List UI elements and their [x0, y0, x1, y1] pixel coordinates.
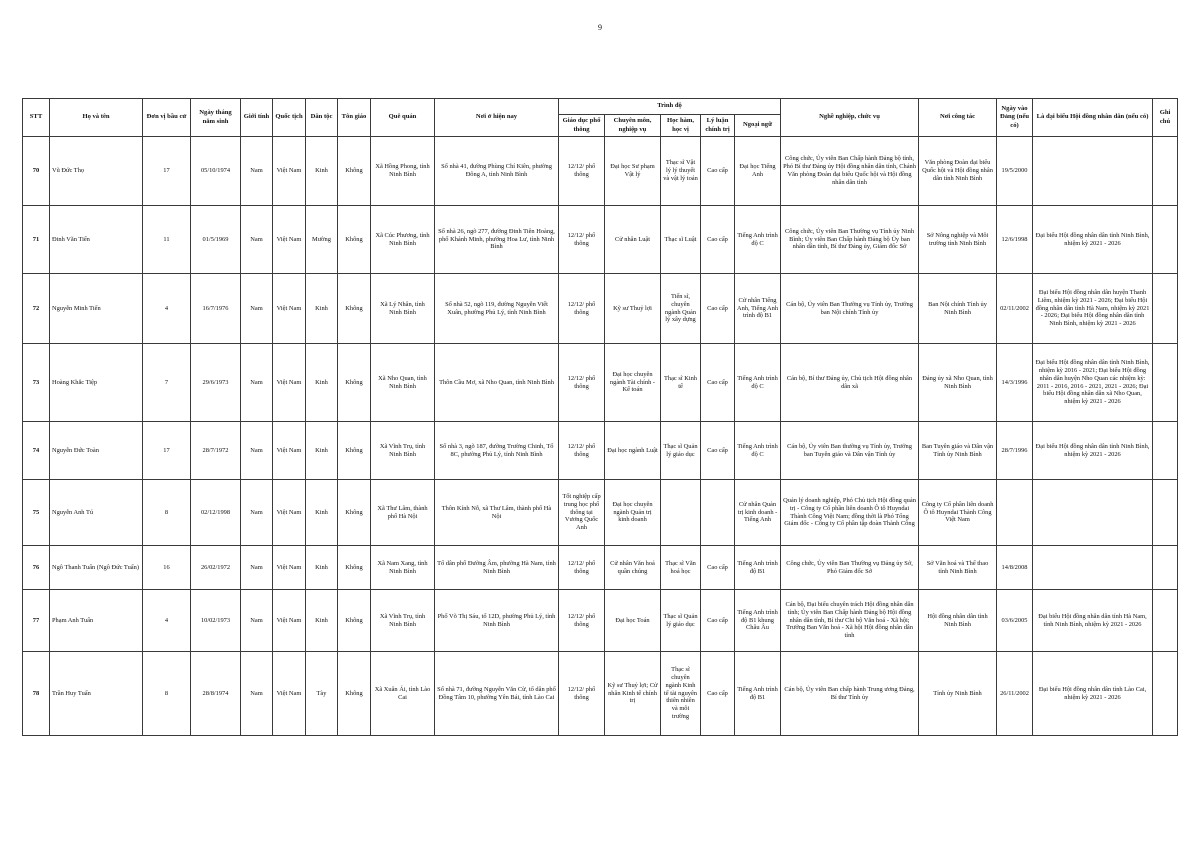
- cell-nationality: Việt Nam: [273, 652, 306, 736]
- cell-note: [1153, 652, 1178, 736]
- cell-delegate: Đại biểu Hội đồng nhân dân tỉnh Ninh Bình, nhiệm kỳ 2021 - 2026: [1033, 422, 1153, 480]
- cell-occupation: Cán bộ, Ủy viên Ban chấp hành Trung ương Đảng, Bí thư Tỉnh ủy: [781, 652, 919, 736]
- cell-hometown: Xã Hồng Phong, tỉnh Ninh Bình: [371, 137, 435, 206]
- cell-political: Cao cấp: [701, 274, 735, 344]
- cell-religion: Không: [338, 590, 371, 652]
- cell-ethnicity: Kinh: [306, 590, 338, 652]
- cell-gender: Nam: [241, 137, 273, 206]
- cell-dob: 29/6/1973: [191, 344, 241, 422]
- cell-nationality: Việt Nam: [273, 206, 306, 274]
- cell-degree: Tiến sĩ, chuyên ngành Quản lý xây dựng: [661, 274, 701, 344]
- cell-ethnicity: Tày: [306, 652, 338, 736]
- cell-gender: Nam: [241, 480, 273, 546]
- cell-occupation: Cán bộ, Ủy viên Ban Thường vụ Tỉnh ủy, Trưởng ban Nội chính Tỉnh ủy: [781, 274, 919, 344]
- cell-residence: Số nhà 41, đường Phùng Chí Kiên, phường Đông A, tỉnh Ninh Bình: [435, 137, 559, 206]
- cell-occupation: Công chức, Ủy viên Ban Thường vụ Đảng ủy Sở, Phó Giám đốc Sở: [781, 546, 919, 590]
- cell-hometown: Xã Nho Quan, tỉnh Ninh Bình: [371, 344, 435, 422]
- cell-ethnicity: Kinh: [306, 274, 338, 344]
- cell-degree: Thạc sĩ Vật lý lý thuyết và vật lý toán: [661, 137, 701, 206]
- cell-language: Cử nhân Quản trị kinh doanh - Tiếng Anh: [735, 480, 781, 546]
- cell-workplace: Văn phòng Đoàn đại biểu Quốc hội và Hội đồng nhân dân tỉnh Ninh Bình: [919, 137, 997, 206]
- table-row: [23, 652, 1178, 736]
- cell-delegate: [1033, 546, 1153, 590]
- cell-religion: Không: [338, 652, 371, 736]
- cell-religion: Không: [338, 546, 371, 590]
- cell-workplace: Ban Tuyên giáo và Dân vận Tỉnh ủy Ninh Bình: [919, 422, 997, 480]
- col-group-education: Trình độ: [559, 99, 781, 115]
- col-nationality: Quốc tịch: [273, 99, 306, 137]
- cell-language: Tiếng Anh trình độ B1: [735, 546, 781, 590]
- cell-political: Cao cấp: [701, 206, 735, 274]
- cell-party-date: 19/5/2000: [997, 137, 1033, 206]
- cell-dob: 10/02/1973: [191, 590, 241, 652]
- cell-general-edu: 12/12/ phổ thông: [559, 422, 605, 480]
- cell-unit: 8: [143, 480, 191, 546]
- col-note: Ghi chú: [1153, 99, 1178, 137]
- table-row: [23, 206, 1178, 274]
- page-number: 9: [598, 23, 602, 32]
- cell-workplace: Công ty Cổ phần liên doanh Ô tô Huyndai Thành Công Việt Nam: [919, 480, 997, 546]
- cell-stt: 71: [23, 206, 50, 274]
- cell-specialty: Kỹ sư Thuỷ lợi: [605, 274, 661, 344]
- cell-note: [1153, 137, 1178, 206]
- col-ethnicity: Dân tộc: [306, 99, 338, 137]
- cell-occupation: Cán bộ, Bí thư Đảng ủy, Chủ tịch Hội đồng nhân dân xã: [781, 344, 919, 422]
- cell-gender: Nam: [241, 546, 273, 590]
- cell-gender: Nam: [241, 590, 273, 652]
- cell-hometown: Xã Lý Nhân, tỉnh Ninh Bình: [371, 274, 435, 344]
- cell-nationality: Việt Nam: [273, 546, 306, 590]
- cell-unit: 8: [143, 652, 191, 736]
- cell-gender: Nam: [241, 344, 273, 422]
- cell-general-edu: 12/12/ phổ thông: [559, 206, 605, 274]
- cell-unit: 4: [143, 590, 191, 652]
- cell-hometown: Xã Vĩnh Trụ, tỉnh Ninh Bình: [371, 422, 435, 480]
- cell-ethnicity: Kinh: [306, 546, 338, 590]
- cell-gender: Nam: [241, 274, 273, 344]
- cell-delegate: Đại biểu Hội đồng nhân dân tỉnh Lào Cai, nhiệm kỳ 2021 - 2026: [1033, 652, 1153, 736]
- cell-unit: 17: [143, 422, 191, 480]
- cell-delegate: [1033, 137, 1153, 206]
- cell-religion: Không: [338, 344, 371, 422]
- cell-hometown: Xã Xuân Ái, tỉnh Lào Cai: [371, 652, 435, 736]
- col-language: Ngoại ngữ: [735, 115, 781, 137]
- cell-gender: Nam: [241, 652, 273, 736]
- cell-degree: Thạc sĩ Quản lý giáo dục: [661, 590, 701, 652]
- cell-political: Cao cấp: [701, 422, 735, 480]
- cell-dob: 28/7/1972: [191, 422, 241, 480]
- cell-workplace: Ban Nội chính Tỉnh ủy Ninh Bình: [919, 274, 997, 344]
- cell-residence: Số nhà 3, ngõ 187, đường Trường Chinh, Tổ 8C, phường Phủ Lý, tỉnh Ninh Bình: [435, 422, 559, 480]
- cell-occupation: Cán bộ, Ủy viên Ban thường vụ Tỉnh ủy, Trưởng ban Tuyên giáo và Dân vận Tỉnh ủy: [781, 422, 919, 480]
- table-row: [23, 137, 1178, 206]
- cell-unit: 4: [143, 274, 191, 344]
- cell-political: [701, 480, 735, 546]
- cell-language: Tiếng Anh trình độ B1 khung Châu Âu: [735, 590, 781, 652]
- cell-specialty: Cử nhân Văn hoá quần chúng: [605, 546, 661, 590]
- cell-residence: Số nhà 71, đường Nguyễn Văn Cừ, tổ dân phố Đồng Tâm 10, phường Yên Bái, tỉnh Lào Cai: [435, 652, 559, 736]
- cell-stt: 76: [23, 546, 50, 590]
- cell-unit: 7: [143, 344, 191, 422]
- cell-dob: 16/7/1976: [191, 274, 241, 344]
- col-hometown: Quê quán: [371, 99, 435, 137]
- cell-ethnicity: Kinh: [306, 480, 338, 546]
- col-occupation: Nghề nghiệp, chức vụ: [781, 99, 919, 137]
- cell-name: Nguyễn Anh Tú: [50, 480, 143, 546]
- cell-delegate: Đại biểu Hội đồng nhân dân tỉnh Hà Nam, tỉnh Ninh Bình, nhiệm kỳ 2021 - 2026: [1033, 590, 1153, 652]
- cell-degree: Thạc sĩ Văn hoá học: [661, 546, 701, 590]
- cell-name: Trần Huy Tuấn: [50, 652, 143, 736]
- cell-note: [1153, 206, 1178, 274]
- cell-nationality: Việt Nam: [273, 344, 306, 422]
- cell-note: [1153, 546, 1178, 590]
- cell-language: Tiếng Anh trình độ C: [735, 206, 781, 274]
- cell-note: [1153, 344, 1178, 422]
- cell-name: Đinh Văn Tiến: [50, 206, 143, 274]
- cell-political: Cao cấp: [701, 590, 735, 652]
- cell-degree: [661, 480, 701, 546]
- cell-ethnicity: Kinh: [306, 344, 338, 422]
- cell-party-date: [997, 480, 1033, 546]
- cell-language: Tiếng Anh trình độ B1: [735, 652, 781, 736]
- cell-dob: 26/02/1972: [191, 546, 241, 590]
- cell-nationality: Việt Nam: [273, 274, 306, 344]
- cell-general-edu: 12/12/ phổ thông: [559, 274, 605, 344]
- col-dob: Ngày tháng năm sinh: [191, 99, 241, 137]
- cell-nationality: Việt Nam: [273, 422, 306, 480]
- cell-language: Đại học Tiếng Anh: [735, 137, 781, 206]
- cell-unit: 17: [143, 137, 191, 206]
- cell-stt: 70: [23, 137, 50, 206]
- cell-dob: 01/5/1969: [191, 206, 241, 274]
- cell-stt: 73: [23, 344, 50, 422]
- cell-religion: Không: [338, 274, 371, 344]
- col-religion: Tôn giáo: [338, 99, 371, 137]
- col-degree: Học hàm, học vị: [661, 115, 701, 137]
- cell-political: Cao cấp: [701, 546, 735, 590]
- cell-ethnicity: Mường: [306, 206, 338, 274]
- cell-religion: Không: [338, 480, 371, 546]
- cell-note: [1153, 480, 1178, 546]
- cell-residence: Thôn Cầu Mơ, xã Nho Quan, tỉnh Ninh Bình: [435, 344, 559, 422]
- table-row: [23, 344, 1178, 422]
- cell-general-edu: 12/12/ phổ thông: [559, 652, 605, 736]
- col-unit: Đơn vị bầu cử: [143, 99, 191, 137]
- col-name: Họ và tên: [50, 99, 143, 137]
- cell-occupation: Công chức, Ủy viên Ban Chấp hành Đảng bộ tỉnh, Phó Bí thư Đảng ủy Hội đồng nhân dân tỉnh, Chánh Văn phòng Đoàn đại biểu Quốc hội và Hội đồng nhân dân tỉnh: [781, 137, 919, 206]
- cell-note: [1153, 590, 1178, 652]
- cell-dob: 05/10/1974: [191, 137, 241, 206]
- cell-degree: Thạc sĩ Luật: [661, 206, 701, 274]
- cell-hometown: Xã Cúc Phương, tỉnh Ninh Bình: [371, 206, 435, 274]
- cell-residence: Phố Võ Thị Sáu, tổ 12D, phường Phủ Lý, tỉnh Ninh Bình: [435, 590, 559, 652]
- cell-hometown: Xã Nam Xang, tỉnh Ninh Bình: [371, 546, 435, 590]
- cell-delegate: Đại biểu Hội đồng nhân dân tỉnh Ninh Bình, nhiệm kỳ 2016 - 2021; Đại biểu Hội đồng nhân dân huyện Nho Quan các nhiệm kỳ: 2011 - 2016, 2016 - 2021, 2021 - 2026; Đại biểu Hội đồng nhân dân xã Nho Quan, nhiệm kỳ 2021 - 2026: [1033, 344, 1153, 422]
- cell-specialty: Đại học chuyên ngành Tài chính - Kế toán: [605, 344, 661, 422]
- cell-party-date: 14/8/2008: [997, 546, 1033, 590]
- cell-workplace: Sở Văn hoá và Thể thao tỉnh Ninh Bình: [919, 546, 997, 590]
- col-political: Lý luận chính trị: [701, 115, 735, 137]
- cell-party-date: 14/3/1996: [997, 344, 1033, 422]
- cell-hometown: Xã Vĩnh Trụ, tỉnh Ninh Bình: [371, 590, 435, 652]
- cell-political: Cao cấp: [701, 137, 735, 206]
- cell-delegate: [1033, 480, 1153, 546]
- cell-unit: 11: [143, 206, 191, 274]
- cell-ethnicity: Kinh: [306, 137, 338, 206]
- cell-general-edu: 12/12/ phổ thông: [559, 137, 605, 206]
- cell-gender: Nam: [241, 422, 273, 480]
- cell-general-edu: 12/12/ phổ thông: [559, 590, 605, 652]
- cell-name: Nguyễn Đức Toàn: [50, 422, 143, 480]
- cell-residence: Số nhà 26, ngõ 277, đường Đinh Tiên Hoàng, phố Khánh Minh, phường Hoa Lư, tỉnh Ninh Bình: [435, 206, 559, 274]
- cell-gender: Nam: [241, 206, 273, 274]
- cell-religion: Không: [338, 206, 371, 274]
- cell-workplace: Hội đồng nhân dân tỉnh Ninh Bình: [919, 590, 997, 652]
- cell-specialty: Đại học Sư phạm Vật lý: [605, 137, 661, 206]
- cell-delegate: Đại biểu Hội đồng nhân dân tỉnh Ninh Bình, nhiệm kỳ 2021 - 2026: [1033, 206, 1153, 274]
- cell-political: Cao cấp: [701, 344, 735, 422]
- col-party-date: Ngày vào Đảng (nếu có): [997, 99, 1033, 137]
- cell-workplace: Sở Nông nghiệp và Môi trường tỉnh Ninh Bình: [919, 206, 997, 274]
- cell-unit: 16: [143, 546, 191, 590]
- cell-residence: Tổ dân phố Đường Âm, phường Hà Nam, tỉnh Ninh Bình: [435, 546, 559, 590]
- table-body: [23, 137, 1178, 736]
- cell-name: Hoàng Khắc Tiệp: [50, 344, 143, 422]
- col-delegate: Là đại biểu Hội đồng nhân dân (nếu có): [1033, 99, 1153, 137]
- cell-party-date: 28/7/1996: [997, 422, 1033, 480]
- cell-occupation: Cán bộ, Đại biểu chuyên trách Hội đồng nhân dân tỉnh; Ủy viên Ban Chấp hành Đảng bộ Hội đồng nhân dân tỉnh, Bí thư Chi bộ Văn hoá - Xã hội; Trưởng Ban Văn hoá - Xã hội Hội đồng nhân dân tỉnh: [781, 590, 919, 652]
- cell-degree: Thạc sĩ Kinh tế: [661, 344, 701, 422]
- cell-dob: 28/8/1974: [191, 652, 241, 736]
- cell-general-edu: 12/12/ phổ thông: [559, 546, 605, 590]
- cell-stt: 78: [23, 652, 50, 736]
- cell-workplace: Đảng ủy xã Nho Quan, tỉnh Ninh Bình: [919, 344, 997, 422]
- cell-stt: 75: [23, 480, 50, 546]
- cell-hometown: Xã Thư Lâm, thành phố Hà Nội: [371, 480, 435, 546]
- cell-nationality: Việt Nam: [273, 480, 306, 546]
- table-row: [23, 546, 1178, 590]
- col-gender: Giới tính: [241, 99, 273, 137]
- cell-name: Vũ Đức Thọ: [50, 137, 143, 206]
- cell-delegate: Đại biểu Hội đồng nhân dân huyện Thanh Liêm, nhiệm kỳ 2021 - 2026; Đại biểu Hội đồng nhân dân tỉnh Hà Nam, nhiệm kỳ 2021 - 2026; Đại biểu Hội đồng nhân dân tỉnh Ninh Bình, nhiệm kỳ 2021 - 2026: [1033, 274, 1153, 344]
- cell-nationality: Việt Nam: [273, 137, 306, 206]
- cell-residence: Số nhà 52, ngõ 119, đường Nguyễn Viết Xuân, phường Phủ Lý, tỉnh Ninh Bình: [435, 274, 559, 344]
- cell-religion: Không: [338, 422, 371, 480]
- cell-nationality: Việt Nam: [273, 590, 306, 652]
- col-workplace: Nơi công tác: [919, 99, 997, 137]
- cell-residence: Thôn Kính Nỗ, xã Thư Lâm, thành phố Hà Nội: [435, 480, 559, 546]
- col-specialty: Chuyên môn, nghiệp vụ: [605, 115, 661, 137]
- cell-name: Phạm Anh Tuấn: [50, 590, 143, 652]
- cell-specialty: Đại học chuyên ngành Quản trị kinh doanh: [605, 480, 661, 546]
- cell-language: Cử nhân Tiếng Anh, Tiếng Anh trình độ B1: [735, 274, 781, 344]
- cell-workplace: Tỉnh ủy Ninh Bình: [919, 652, 997, 736]
- col-residence: Nơi ở hiện nay: [435, 99, 559, 137]
- cell-specialty: Cử nhân Luật: [605, 206, 661, 274]
- cell-stt: 77: [23, 590, 50, 652]
- cell-religion: Không: [338, 137, 371, 206]
- cell-degree: Thạc sĩ chuyên ngành Kinh tế tài nguyên thiên nhiên và môi trường: [661, 652, 701, 736]
- cell-stt: 74: [23, 422, 50, 480]
- table-row: [23, 480, 1178, 546]
- candidate-table: [22, 98, 1178, 736]
- cell-general-edu: 12/12/ phổ thông: [559, 344, 605, 422]
- cell-occupation: Quản lý doanh nghiệp, Phó Chủ tịch Hội đồng quản trị - Công ty Cổ phần liên doanh Ô tô Huyndai Thành Công Việt Nam; đồng thời là Phó Tổng Giám đốc - Công ty Cổ phần tập đoàn Thành Công: [781, 480, 919, 546]
- table-row: [23, 422, 1178, 480]
- cell-note: [1153, 274, 1178, 344]
- table-row: [23, 590, 1178, 652]
- cell-name: Ngô Thanh Tuấn (Ngô Đức Tuấn): [50, 546, 143, 590]
- cell-political: Cao cấp: [701, 652, 735, 736]
- cell-dob: 02/12/1998: [191, 480, 241, 546]
- cell-general-edu: Tốt nghiệp cấp trung học phổ thông tại Vương Quốc Anh: [559, 480, 605, 546]
- cell-language: Tiếng Anh trình độ C: [735, 344, 781, 422]
- cell-specialty: Đại học Toán: [605, 590, 661, 652]
- cell-ethnicity: Kinh: [306, 422, 338, 480]
- table-row: [23, 274, 1178, 344]
- cell-party-date: 02/11/2002: [997, 274, 1033, 344]
- cell-specialty: Đại học ngành Luật: [605, 422, 661, 480]
- cell-degree: Thạc sĩ Quản lý giáo dục: [661, 422, 701, 480]
- cell-name: Nguyễn Minh Tiến: [50, 274, 143, 344]
- table-header: [23, 99, 1178, 137]
- cell-party-date: 26/11/2002: [997, 652, 1033, 736]
- cell-stt: 72: [23, 274, 50, 344]
- cell-party-date: 12/6/1998: [997, 206, 1033, 274]
- cell-occupation: Công chức, Ủy viên Ban Thường vụ Tỉnh ủy Ninh Bình; Ủy viên Ban Chấp hành Đảng bộ Ủy ban nhân dân tỉnh, Bí thư Đảng ủy, Giám đốc Sở: [781, 206, 919, 274]
- cell-specialty: Kỹ sư Thuỷ lợi; Cử nhân Kinh tế chính trị: [605, 652, 661, 736]
- col-general-edu: Giáo dục phổ thông: [559, 115, 605, 137]
- cell-note: [1153, 422, 1178, 480]
- cell-language: Tiếng Anh trình độ C: [735, 422, 781, 480]
- col-stt: STT: [23, 99, 50, 137]
- cell-party-date: 03/6/2005: [997, 590, 1033, 652]
